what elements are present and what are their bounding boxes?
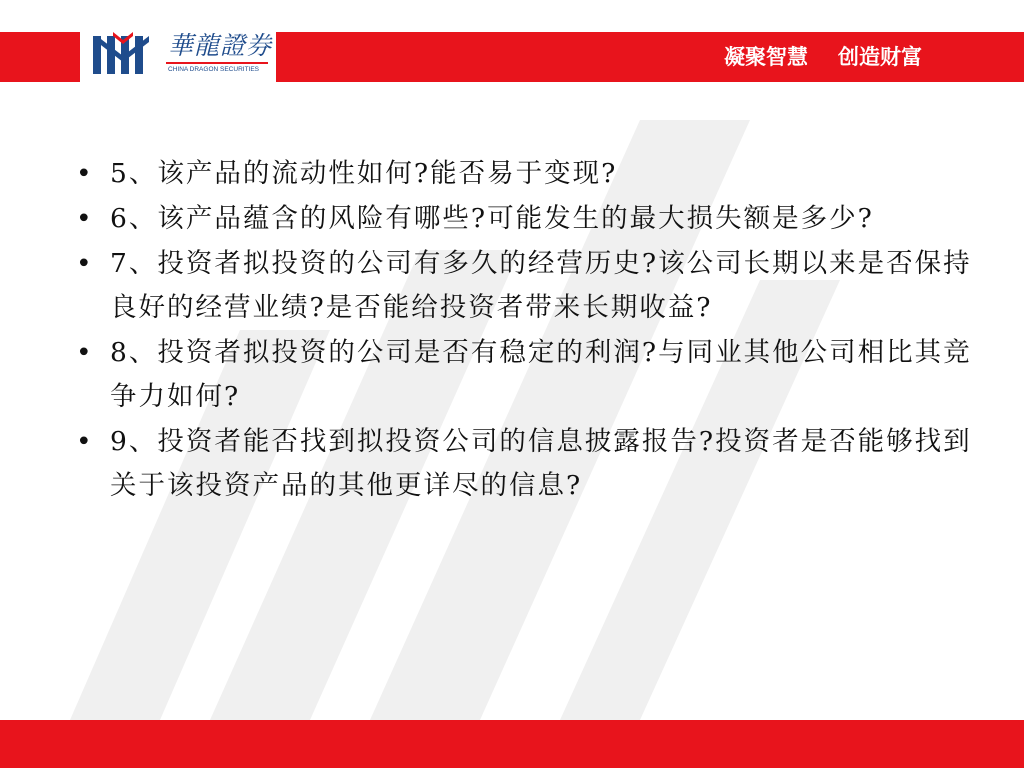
list-item-text: 5、该产品的流动性如何?能否易于变现? [110, 158, 618, 189]
list-item-text: 7、投资者拟投资的公司有多久的经营历史?该公司长期以来是否保持良好的经营业绩?是否能给投资者带来长期收益? [110, 248, 972, 323]
list-item-text: 6、该产品蕴含的风险有哪些?可能发生的最大损失额是多少? [110, 203, 874, 234]
list-item [76, 197, 976, 241]
bullet-icon: • [76, 158, 94, 189]
bullet-icon: • [76, 337, 94, 368]
company-logo [80, 22, 276, 86]
logo-mark-icon [93, 32, 153, 74]
list-item-text: 8、投资者拟投资的公司是否有稳定的利润?与同业其他公司相比其竞争力如何? [110, 337, 972, 412]
logo-english-name: CHINA DRAGON SECURITIES [168, 66, 260, 73]
list-item [76, 420, 976, 508]
logo-divider [166, 62, 268, 64]
logo-chinese-name: 華龍證券 [168, 31, 273, 60]
bullet-icon: • [76, 426, 94, 457]
bullet-icon: • [76, 203, 94, 234]
header-slogan [724, 41, 922, 71]
bullet-icon: • [76, 248, 94, 279]
list-item [76, 331, 976, 419]
slogan-part-2: 创造财富 [838, 45, 922, 69]
slogan-part-1: 凝聚智慧 [724, 45, 808, 69]
list-item [76, 242, 976, 330]
list-item-text: 9、投资者能否找到拟投资公司的信息披露报告?投资者是否能够找到关于该投资产品的其他更详尽的信息? [110, 426, 972, 501]
footer-band [0, 720, 1024, 768]
list-item [76, 152, 976, 196]
question-list [76, 152, 976, 509]
